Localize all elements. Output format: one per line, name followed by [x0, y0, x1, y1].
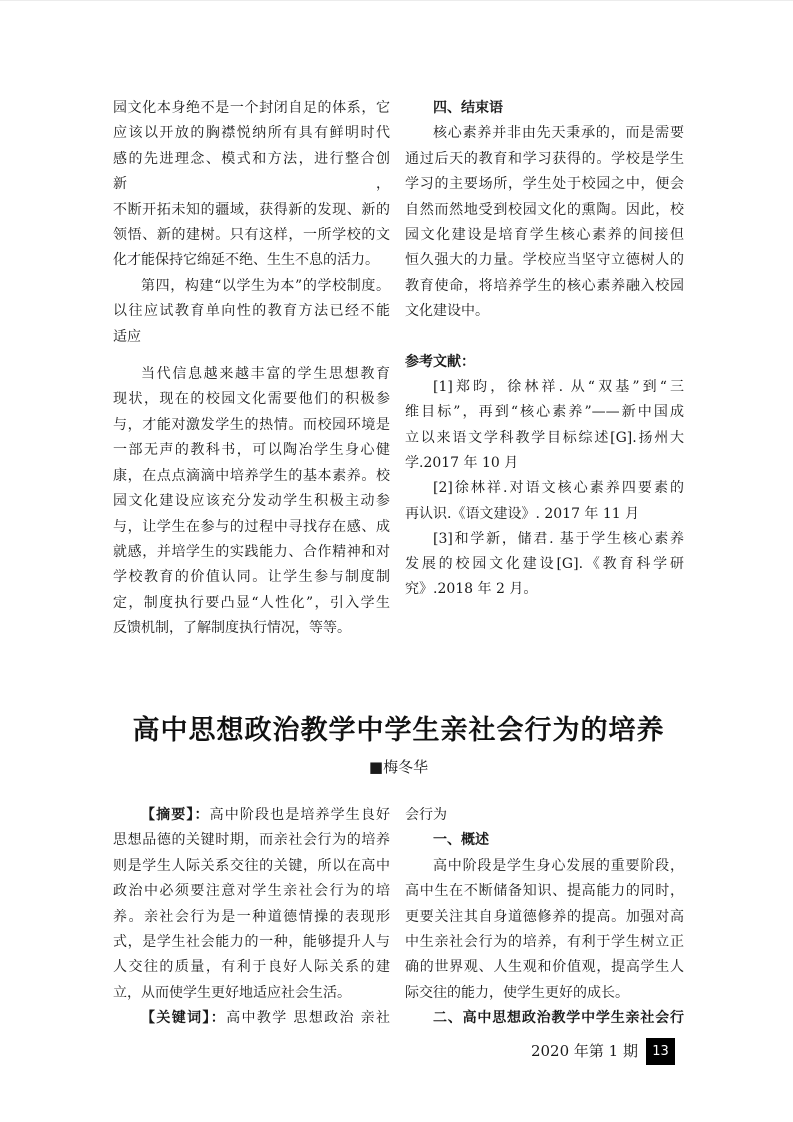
text-line: 高中生在不断储备知识、提高能力的同时，	[405, 883, 684, 900]
text-line: [2]徐林祥.对语文核心素养四要素的	[433, 480, 684, 497]
text-line: 以往应试教育单向性的教育方法已经不能	[113, 303, 390, 320]
abstract-paragraph	[113, 828, 390, 1006]
keywords-text: 高中教学 思想政治 亲社	[226, 1010, 390, 1027]
text-line: 高中阶段是学生身心发展的重要阶段，	[433, 857, 684, 874]
text-line: 一部无声的教科书，可以陶冶学生身心健	[113, 442, 390, 459]
abstract-label: 【摘要】：	[141, 807, 210, 823]
text-line: 应该以开放的胸襟悦纳所有具有鲜明时代	[113, 125, 390, 142]
keywords-line	[113, 1006, 390, 1031]
reference-item-2	[405, 476, 684, 527]
text-line: 第四，构建“以学生为本”的学校制度。	[141, 277, 390, 294]
article1-right-column	[405, 96, 684, 603]
page-footer	[113, 1038, 675, 1065]
text-line: 维目标”，再到“核心素养”——新中国成	[405, 404, 684, 421]
text-line: 不断开拓未知的疆域，获得新的发现、新的	[113, 201, 390, 218]
text-line: 领悟、新的建树。只有这样，一所学校的文	[113, 227, 390, 244]
abstract-first-line-text: 高中阶段也是培养学生良好	[209, 807, 390, 823]
article2-author: ■梅冬华	[368, 758, 429, 776]
text-line: 康，在点点滴滴中培养学生的基本素养。校	[113, 467, 390, 484]
text-line: 适应	[113, 328, 141, 345]
text-line: 园文化建设是培育学生核心素养的间接但	[405, 227, 684, 244]
article2-title: 高中思想政治教学中学生亲社会行为的培养	[132, 715, 665, 746]
text-line: 感的先进理念、模式和方法，进行整合创新，	[113, 150, 390, 193]
page-number-badge: 13	[646, 1038, 675, 1065]
text-line: 中生亲社会行为的培养，有利于学生树立正	[405, 934, 684, 951]
reference-item-3	[405, 527, 684, 603]
text-line: 定，制度执行要凸显“人性化”，引入学生	[113, 594, 390, 611]
text-line: 再认识.《语文建设》. 2017 年 11 月	[405, 505, 640, 522]
text-line: 式，是学生社会能力的一种，能够提升人与	[113, 934, 390, 951]
article1-paragraph-student-participation	[113, 362, 390, 641]
text-line: 确的世界观、人生观和价值观，提高学生人	[405, 959, 684, 976]
text-line: 学.2017 年 10 月	[405, 454, 519, 471]
article2-left-column	[113, 803, 390, 1032]
text-line: 养。亲社会行为是一种道德情操的表现形	[113, 908, 390, 925]
text-line: 园文化本身绝不是一个封闭自足的体系，它	[113, 100, 390, 116]
text-line: 通过后天的教育和学习获得的。学校是学生	[405, 150, 684, 167]
article1-paragraph-campus-culture	[113, 96, 390, 274]
text-line: 政治中必须要注意对学生亲社会行为的培	[113, 883, 390, 900]
article1-left-column	[113, 96, 390, 642]
text-line: 园文化建设应该充分发动学生积极主动参	[113, 493, 390, 510]
text-line: 更要关注其自身道德修养的提高。加强对高	[405, 908, 684, 925]
article1-conclusion-heading: 四、结束语	[433, 100, 503, 116]
text-line: 思想品德的关键时期，而亲社会行为的培养	[113, 832, 390, 849]
text-line: 学校教育的价值认同。让学生参与制度制	[113, 569, 390, 586]
text-line: 现状，现在的校园文化需要他们的积极参	[113, 391, 390, 408]
text-line: 自然而然地受到校园文化的熏陶。因此，校	[405, 201, 684, 218]
keywords-continuation: 会行为	[405, 807, 447, 823]
article1-conclusion-paragraph	[405, 121, 684, 324]
text-line: 际交往的能力，使学生更好的成长。	[405, 984, 629, 1001]
text-line: 教育使命，将培养学生的核心素养融入校园	[405, 277, 684, 294]
text-line: 人交往的质量，有利于良好人际关系的建	[113, 959, 390, 976]
text-line: 立以来语文学科教学目标综述[G].扬州大	[405, 429, 684, 446]
text-line: 恒久强大的力量。学校应当坚守立德树人的	[405, 252, 684, 269]
text-line: 化才能保持它绵延不绝、生生不息的活力。	[113, 252, 379, 269]
text-line: 核心素养并非由先天秉承的，而是需要	[433, 125, 684, 142]
text-line: 立，从而使学生更好地适应社会生活。	[113, 984, 351, 1001]
reference-item-1	[405, 375, 684, 476]
text-line: [3]和学新，储君. 基于学生核心素养	[433, 530, 684, 547]
text-line: 当代信息越来越丰富的学生思想教育	[141, 366, 390, 383]
text-line: 究》.2018 年 2 月。	[405, 581, 538, 598]
abstract-first-line	[113, 803, 390, 828]
text-line: [1]郑昀，徐林祥. 从“双基”到“三	[433, 379, 684, 396]
text-line: 学习的主要场所，学生处于校园之中，便会	[405, 176, 684, 193]
keywords-label: 【关键词】：	[141, 1010, 227, 1027]
article2-section2-heading: 二、高中思想政治教学中学生亲社会行	[433, 1010, 684, 1027]
text-line: 文化建设中。	[405, 303, 489, 320]
article2-right-column	[405, 803, 684, 1032]
article2-overview-paragraph	[405, 854, 684, 1006]
references-heading: 参考文献：	[405, 353, 475, 370]
text-line: 与，让学生在参与的过程中寻找存在感、成	[113, 518, 390, 535]
text-line: 发展的校园文化建设[G].《教育科学研	[405, 556, 684, 573]
text-line: 就感，并培学生的实践能力、合作精神和对	[113, 543, 390, 560]
text-line: 反馈机制，了解制度执行情况，等等。	[113, 620, 351, 637]
article1-paragraph-fourth-point	[113, 274, 390, 350]
text-line: 则是学生人际关系交往的关键，所以在高中	[113, 857, 390, 874]
text-line: 与，才能对激发学生的热情。而校园环境是	[113, 416, 390, 433]
journal-issue-label: 2020 年第 1 期	[530, 1042, 638, 1060]
article2-overview-heading: 一、概述	[433, 832, 489, 849]
